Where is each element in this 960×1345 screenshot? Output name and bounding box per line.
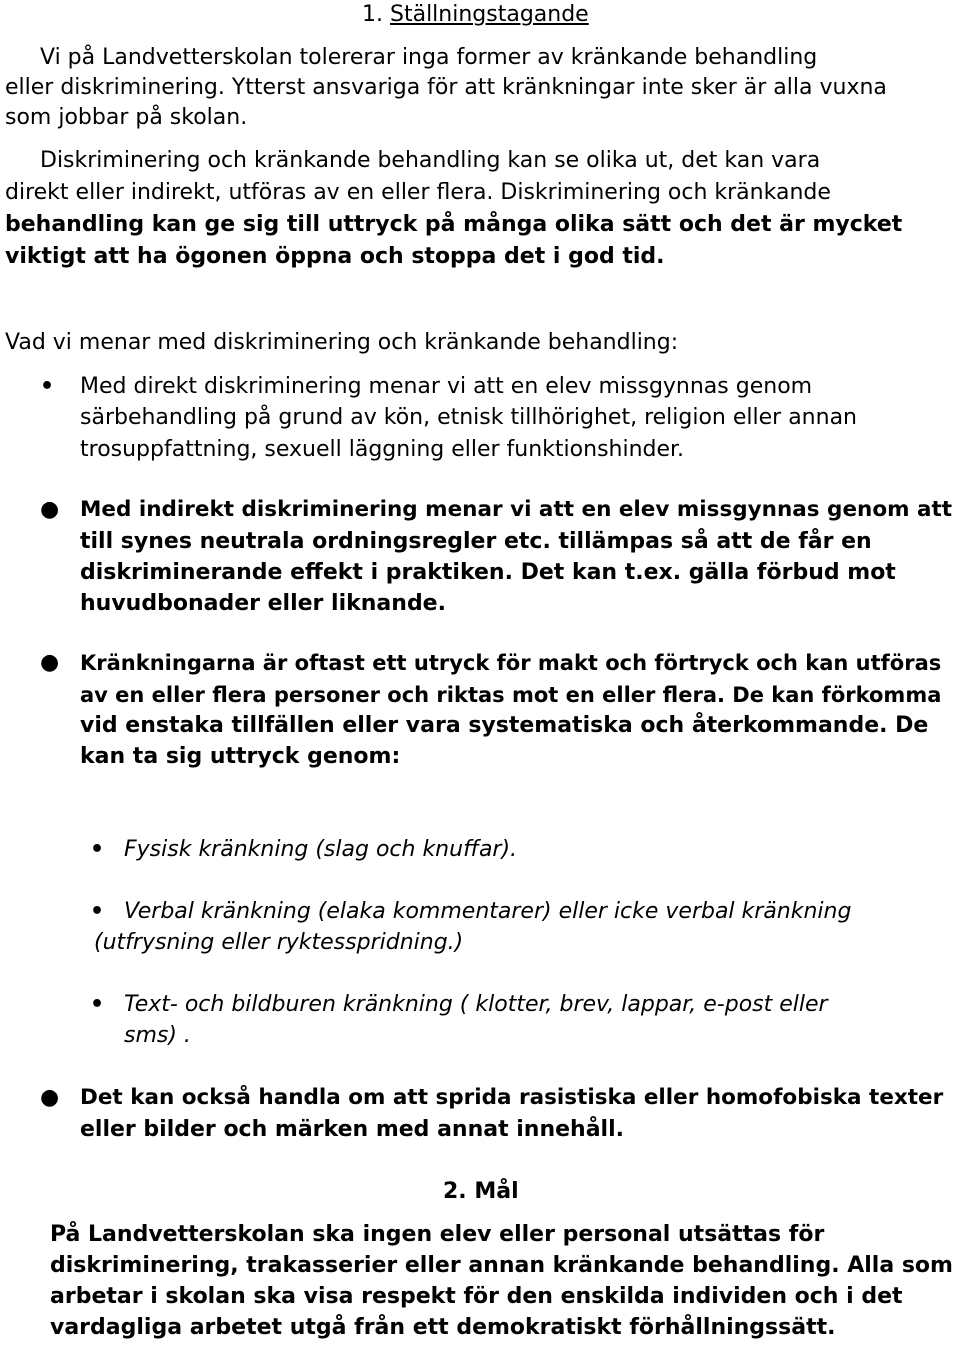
bullet-1-line: särbehandling på grund av kön, etnisk tillhörighet, religion eller annan <box>80 405 857 430</box>
definition-heading: Vad vi menar med diskriminering och kränkande behandling: <box>5 330 679 355</box>
last-bullet-line: Det kan också handla om att sprida rasistiska eller homofobiska texter <box>80 1085 944 1110</box>
sub-bullet-icon: • <box>90 992 105 1017</box>
section-1-heading <box>362 0 589 30</box>
bullet-icon: ● <box>40 497 60 522</box>
section-2-line: diskriminering, trakasserier eller annan kränkande behandling. Alla som <box>50 1253 953 1278</box>
last-bullet-line: eller bilder och märken med annat innehåll. <box>80 1117 624 1142</box>
bullet-3-line: Kränkningarna är oftast ett utryck för makt och förtryck och kan utföras <box>80 651 942 675</box>
bullet-2-line: huvudbonader eller liknande. <box>80 591 446 616</box>
section-2-line: På Landvetterskolan ska ingen elev eller personal utsättas för <box>50 1222 825 1247</box>
section-2-line: arbetar i skolan ska visa respekt för den enskilda individen och i det <box>50 1284 903 1309</box>
sub-bullet-3-line: sms) . <box>124 1023 191 1048</box>
intro-line: som jobbar på skolan. <box>5 105 248 130</box>
para2-line: viktigt att ha ögonen öppna och stoppa det i god tid. <box>5 244 665 269</box>
section-1-number: 1. <box>362 2 383 27</box>
bullet-2-line: Med indirekt diskriminering menar vi att en elev missgynnas genom att <box>80 497 953 522</box>
sub-bullet-1-line: Fysisk kränkning (slag och knuffar). <box>124 837 518 862</box>
sub-bullet-2-line: (utfrysning eller ryktesspridning.) <box>94 930 464 955</box>
bullet-3-line: av en eller flera personer och riktas mot en eller flera. De kan förkomma <box>80 683 942 707</box>
para2-line: direkt eller indirekt, utföras av en eller flera. Diskriminering och kränkande <box>5 180 831 205</box>
bullet-2-line: diskriminerande effekt i praktiken. Det kan t.ex. gälla förbud mot <box>80 560 896 585</box>
bullet-icon: • <box>40 374 55 399</box>
bullet-icon: ● <box>40 1085 60 1110</box>
para2-line: Diskriminering och kränkande behandling kan se olika ut, det kan vara <box>40 148 821 173</box>
sub-bullet-2-line: Verbal kränkning (elaka kommentarer) eller icke verbal kränkning <box>124 899 852 924</box>
bullet-icon: ● <box>40 650 60 675</box>
bullet-2-line: till synes neutrala ordningsregler etc. tillämpas så att de får en <box>80 529 872 554</box>
section-2-heading: 2. Mål <box>443 1179 519 1204</box>
sub-bullet-3-line: Text- och bildburen kränkning ( klotter, brev, lappar, e-post eller <box>124 992 828 1017</box>
intro-line: eller diskriminering. Ytterst ansvariga för att kränkningar inte sker är alla vuxna <box>5 75 887 100</box>
para2-line: behandling kan ge sig till uttryck på många olika sätt och det är mycket <box>5 212 903 237</box>
sub-bullet-icon: • <box>90 837 105 862</box>
bullet-3-line: kan ta sig uttryck genom: <box>80 744 401 769</box>
bullet-1-line: Med direkt diskriminering menar vi att en elev missgynnas genom <box>80 374 813 399</box>
section-1-title: Ställningstagande <box>390 2 589 27</box>
intro-line: Vi på Landvetterskolan tolererar inga former av kränkande behandling <box>40 45 818 70</box>
sub-bullet-icon: • <box>90 899 105 924</box>
section-2-line: vardagliga arbetet utgå från ett demokratiskt förhållningssätt. <box>50 1315 836 1340</box>
bullet-1-line: trosuppfattning, sexuell läggning eller funktionshinder. <box>80 437 685 462</box>
bullet-3-line: vid enstaka tillfällen eller vara systematiska och återkommande. De <box>80 713 929 738</box>
